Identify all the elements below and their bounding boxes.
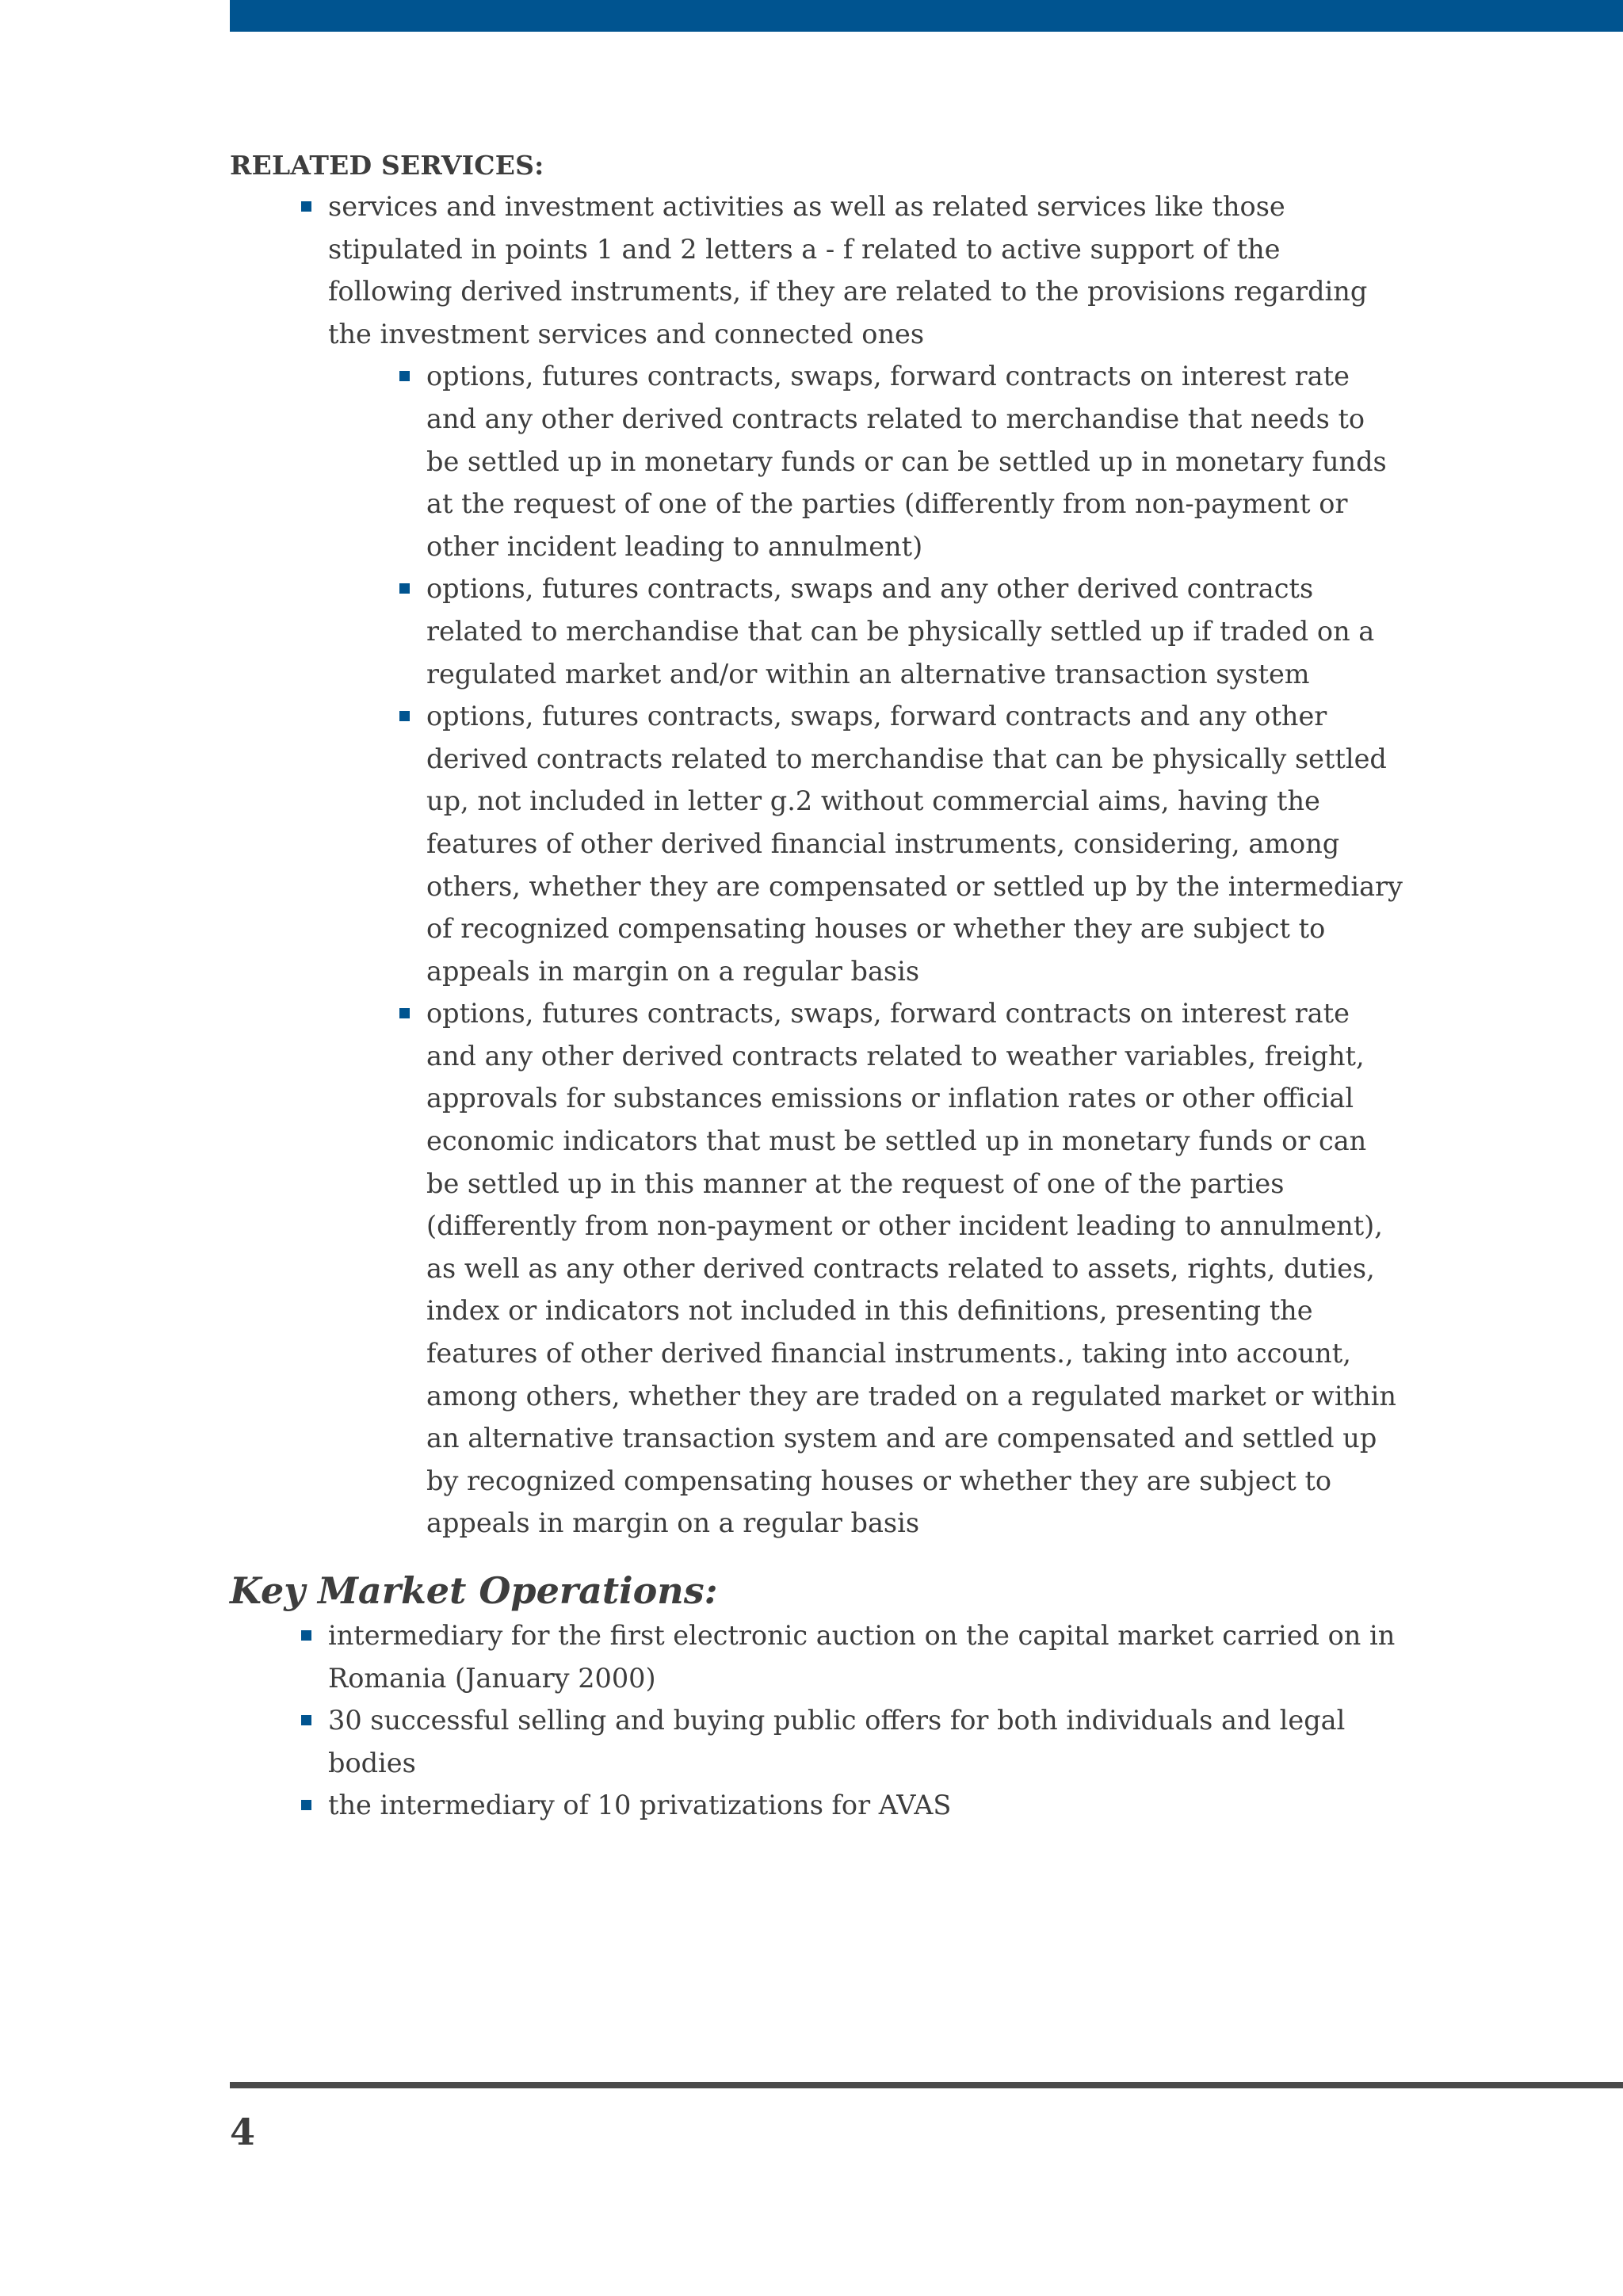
list-item-text: the intermediary of 10 privatizations for AVAS xyxy=(328,1790,952,1821)
related-services-list xyxy=(230,185,1403,1545)
key-market-operations-heading: Key Market Operations: xyxy=(230,1569,718,1612)
list-item xyxy=(230,1784,1403,1827)
sub-list-item-text: options, futures contracts, swaps and any other derived contracts related to merchandise that can be physically settled up if traded on a regulated market and/or within an alternative transaction system xyxy=(426,573,1375,690)
list-item-text: intermediary for the first electronic auction on the capital market carried on in Romania (January 2000) xyxy=(328,1620,1396,1694)
related-services-heading: RELATED SERVICES: xyxy=(230,150,544,181)
header-accent-bar xyxy=(230,0,1623,32)
sub-list xyxy=(328,355,1403,1545)
sub-list-item-text: options, futures contracts, swaps, forward contracts and any other derived contracts related to merchandise that can be physically settled up, not included in letter g.2 without commercial aims, having the features of other derived financial instruments, considering, among others, whether they are compensated or settled up by the intermediary of recognized compensating houses or whether they are subject to appeals in margin on a regular basis xyxy=(426,701,1403,987)
list-item xyxy=(230,1614,1403,1699)
sub-list-item xyxy=(328,355,1403,567)
list-item-text: 30 successful selling and buying public offers for both individuals and legal bodies xyxy=(328,1705,1346,1778)
key-market-operations-list xyxy=(230,1614,1403,1827)
footer-divider xyxy=(230,2082,1623,2088)
sub-list-item-text: options, futures contracts, swaps, forward contracts on interest rate and any other derived contracts related to merchandise that needs to be settled up in monetary funds or can be settled up in monetary funds at the request of one of the parties (differently from non-payment or other incident leading to annulment) xyxy=(426,361,1387,562)
page-content xyxy=(230,146,1403,1827)
list-item xyxy=(230,185,1403,1545)
sub-list-item xyxy=(328,567,1403,695)
list-item-text: services and investment activities as well as related services like those stipulated in points 1 and 2 letters a - f related to active support of the following derived instruments, if they are related to the provisions regarding the investment services and connected ones xyxy=(328,191,1368,350)
sub-list-item xyxy=(328,992,1403,1545)
list-item xyxy=(230,1699,1403,1784)
sub-list-item xyxy=(328,695,1403,992)
page-number: 4 xyxy=(230,2111,256,2153)
sub-list-item-text: options, futures contracts, swaps, forward contracts on interest rate and any other derived contracts related to weather variables, freight, approvals for substances emissions or inflation rates or other official economic indicators that must be settled up in monetary funds or can be settled up in this manner at the request of one of the parties (differently from non-payment or other incident leading to annulment), as well as any other derived contracts related to assets, rights, duties, index or indicators not included in this definitions, presenting the features of other derived financial instruments., taking into account, among others, whether they are traded on a regulated market or within an alternative transaction system and are compensated and settled up by recognized compensating houses or whether they are subject to appeals in margin on a regular basis xyxy=(426,998,1396,1539)
